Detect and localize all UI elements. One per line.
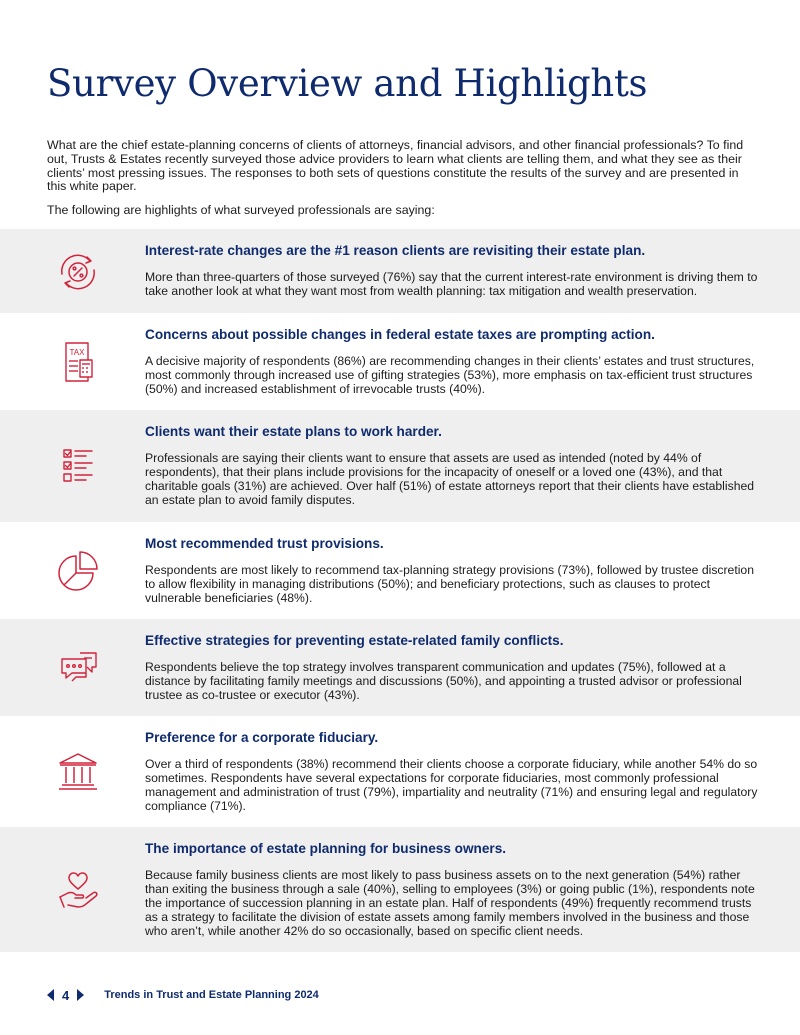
- highlight-body: Over a third of respondents (38%) recommend their clients choose a corporate fiduciary, while another 54% do so sometimes. Respondents have several expectations for corporate fiduciaries, most commonly professional management and administration of trust (79%), impartiality and neutrality (71%) and ensuring legal and regulatory compliance (71%).: [145, 757, 758, 814]
- chat-bubbles-icon: [50, 641, 106, 697]
- highlight-corporate-fiduciary: [0, 716, 800, 827]
- highlight-trust-provisions: [0, 522, 800, 619]
- tax-document-icon: [50, 335, 106, 391]
- highlight-body: Respondents are most likely to recommend tax-planning strategy provisions (73%), followed by trustee discretion to allow flexibility in managing distributions (50%); and beneficiary protections, such as clauses to protect vulnerable beneficiaries (48%).: [145, 563, 754, 606]
- highlight-heading: Interest-rate changes are the #1 reason clients are revisiting their estate plan.: [145, 243, 646, 258]
- highlight-family-conflicts: [0, 619, 800, 716]
- highlight-heading: Preference for a corporate fiduciary.: [145, 730, 379, 745]
- intro-lead: The following are highlights of what surveyed professionals are saying:: [47, 203, 435, 217]
- bank-building-icon: [50, 745, 106, 801]
- footer-title: Trends in Trust and Estate Planning 2024: [104, 989, 319, 1001]
- highlight-plans-work-harder: [0, 410, 800, 522]
- highlight-body: A decisive majority of respondents (86%) are recommending changes in their clients’ estates and trust structures, most commonly through increased use of gifting strategies (53%), more emphasis on tax-efficient trust structures (50%) and increased establishment of irrevocable trusts (40%).: [145, 354, 755, 397]
- highlight-heading: Concerns about possible changes in federal estate taxes are prompting action.: [145, 327, 655, 342]
- intro-paragraph: What are the chief estate-planning concerns of clients of attorneys, financial advisors, and other financial professionals? To find out, Trusts & Estates recently surveyed those advice providers to learn what clients are telling them, and what they see as their clients’ most pressing issues. The responses to both sets of questions constitute the results of the survey and are presented in this white paper.: [47, 138, 744, 194]
- tax-label: TAX: [69, 348, 85, 357]
- page-title: Survey Overview and Highlights: [47, 62, 648, 105]
- highlight-heading: The importance of estate planning for business owners.: [145, 841, 507, 856]
- highlight-interest-rate: [0, 229, 800, 313]
- highlight-body: Respondents believe the top strategy involves transparent communication and updates (75%), followed at a distance by facilitating family meetings and discussions (50%), and appointing a trusted advisor or professional trustee as co-trustee or executor (43%).: [145, 660, 742, 703]
- pie-chart-icon: [50, 544, 106, 600]
- highlight-business-owners: [0, 827, 800, 952]
- page-footer: [47, 988, 319, 1002]
- next-page-icon[interactable]: [77, 989, 84, 1001]
- previous-page-icon[interactable]: [47, 989, 54, 1001]
- checklist-icon: [50, 438, 106, 494]
- highlight-body: Because family business clients are most likely to pass business assets on to the next generation (54%) rather than exiting the business through a sale (40%), selling to employees (3%) or going public (1%), respondents note the importance of succession planning in an estate plan. Half of respondents (49%) frequently recommend trusts as a strategy to facilitate the division of estate assets among family members involved in the business and those who aren’t, while another 42% do so occasionally, based on specific client needs.: [145, 868, 755, 939]
- page-number: 4: [62, 987, 70, 1003]
- highlight-heading: Clients want their estate plans to work harder.: [145, 424, 442, 439]
- heart-in-hand-icon: [50, 863, 106, 919]
- highlight-heading: Most recommended trust provisions.: [145, 536, 384, 551]
- highlight-body: Professionals are saying their clients want to ensure that assets are used as intended (noted by 44% of respondents), that their plans include provisions for the incapacity of oneself or a loved one (43%), and that charitable goals (31%) are achieved. Over half (51%) of estate attorneys report that their clients have established an estate plan to avoid family disputes.: [145, 451, 755, 508]
- interest-rate-icon: [50, 244, 106, 300]
- highlight-heading: Effective strategies for preventing estate-related family conflicts.: [145, 633, 564, 648]
- highlight-estate-taxes: [0, 313, 800, 410]
- highlight-body: More than three-quarters of those surveyed (76%) say that the current interest-rate environment is driving them to take another look at what they want most from wealth planning: tax mitigation and wealth preservation.: [145, 270, 758, 299]
